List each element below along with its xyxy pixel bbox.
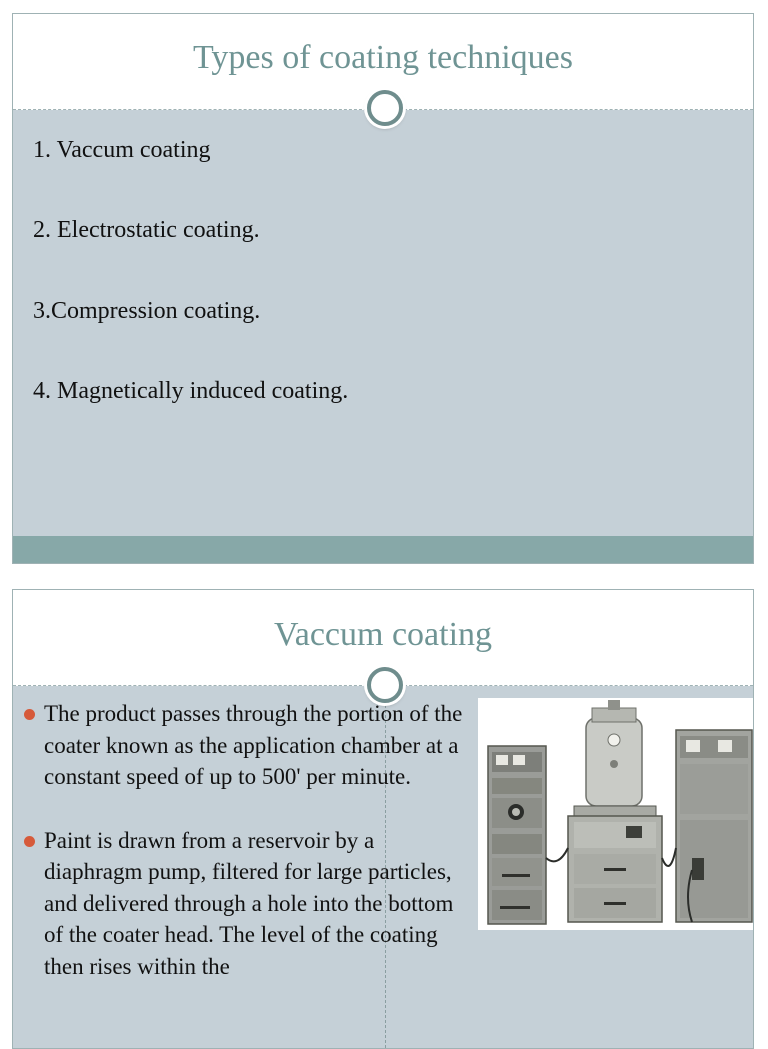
bullet-list — [23, 698, 473, 1014]
slide-types-of-coating — [12, 13, 754, 564]
equipment-photo-illustration — [478, 698, 754, 930]
slide-title: Vaccum coating — [273, 616, 493, 653]
bullet-text: Paint is drawn from a reservoir by a diaphragm pump, filtered for large particles, and delivered through a hole into the bottom of the coater head. The level of the coating then rises within the — [44, 827, 454, 979]
bullet-dot-icon — [24, 709, 35, 720]
slide-vaccum-coating — [12, 589, 754, 1049]
bullet-item — [23, 698, 473, 793]
slide-footer-band — [13, 536, 753, 563]
vacuum-coating-equipment-photo — [478, 698, 754, 930]
list-item: 4. Magnetically induced coating. — [33, 378, 349, 404]
bullet-dot-icon — [24, 836, 35, 847]
bullet-item — [23, 825, 473, 983]
bullet-text: The product passes through the portion of the coater known as the application chamber at a constant speed of up to 500' per minute. — [44, 701, 463, 789]
ring-icon — [367, 90, 403, 126]
list-item: 1. Vaccum coating — [33, 137, 211, 163]
list-item: 2. Electrostatic coating. — [33, 217, 260, 243]
list-item: 3.Compression coating. — [33, 298, 261, 324]
slide-title: Types of coating techniques — [192, 39, 573, 76]
